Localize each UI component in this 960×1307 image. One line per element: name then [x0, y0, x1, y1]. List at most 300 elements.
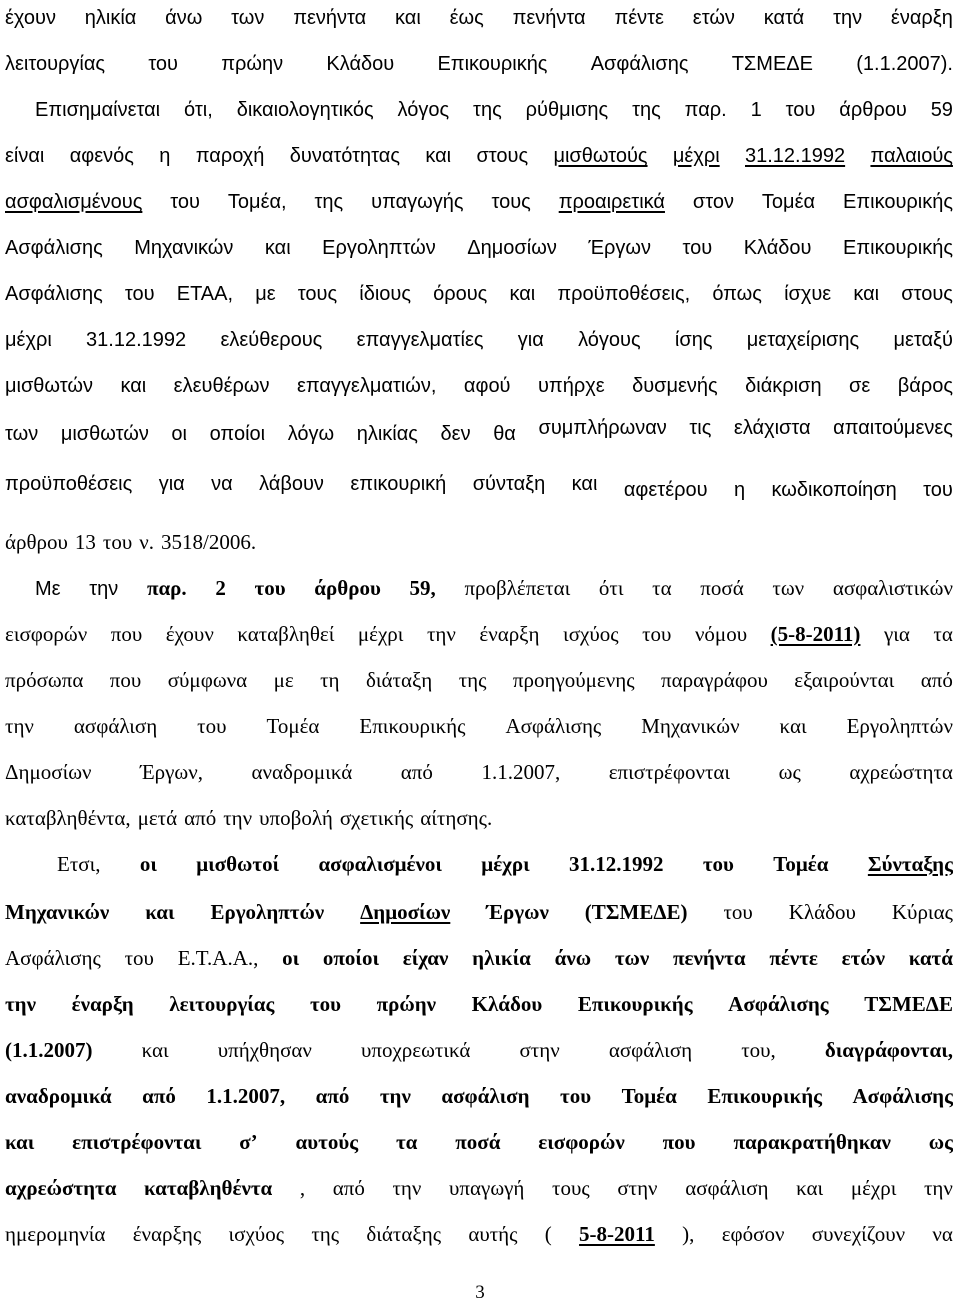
word: 5-8-2011 — [579, 1222, 655, 1246]
word: του — [197, 714, 227, 738]
word: του — [723, 900, 753, 924]
word: και — [145, 900, 175, 924]
word: 31.12.1992 — [86, 329, 187, 351]
word: 1.1.2007, — [206, 1084, 286, 1108]
word: που — [662, 1130, 696, 1154]
word: της — [473, 99, 502, 121]
word: ημερομηνία — [5, 1222, 106, 1246]
word: επιστρέφονται — [608, 760, 731, 784]
word: παρ. — [146, 576, 187, 600]
word: δυσμενής — [632, 375, 718, 397]
word: ηλικίας — [356, 423, 418, 445]
word: την — [392, 1176, 422, 1200]
word: την — [223, 806, 253, 830]
word: οποίοι — [209, 423, 266, 445]
word: και — [779, 714, 807, 738]
word: ισχύος — [228, 1222, 285, 1246]
word: ΤΣΜΕΔΕ — [731, 53, 813, 75]
word: μισθωτών — [60, 423, 149, 445]
word: την — [833, 7, 863, 29]
word: επαγγελματιών, — [296, 375, 437, 397]
word: οι — [171, 423, 187, 445]
word: μέχρι — [850, 1176, 897, 1200]
word: ελευθέρων — [173, 375, 270, 397]
word: Ετσι, — [57, 852, 101, 876]
text-line — [5, 1170, 953, 1206]
word: την — [5, 992, 36, 1016]
word: 1 — [750, 99, 762, 121]
word: Τομέα — [761, 191, 816, 213]
word: ασφάλιση — [73, 714, 158, 738]
word: Έργων — [588, 237, 651, 259]
word: διάκριση — [745, 375, 822, 397]
word: αναδρομικά — [5, 1084, 112, 1108]
word: του — [923, 479, 953, 501]
word: την — [426, 622, 456, 646]
word: ως — [778, 760, 801, 784]
text-line — [5, 662, 953, 698]
word: έως — [449, 7, 484, 29]
word: έχουν — [5, 7, 56, 29]
word: ελεύθερους — [220, 329, 323, 351]
text-line — [5, 986, 953, 1022]
word: του — [642, 622, 672, 646]
word: που — [110, 622, 143, 646]
word: επιστρέφονται — [72, 1130, 202, 1154]
word: προϋποθέσεις, — [557, 283, 691, 305]
word: για — [517, 329, 544, 351]
word: του — [124, 946, 154, 970]
word: Ασφάλισης — [5, 946, 101, 970]
word: άρθρου — [5, 530, 68, 554]
word: με — [255, 283, 276, 305]
word: του — [560, 1084, 592, 1108]
text-line — [35, 570, 953, 606]
word: από — [315, 1084, 350, 1108]
word: μέχρι — [481, 852, 530, 876]
word: αχρεώστητα — [849, 760, 953, 784]
word: και — [425, 145, 452, 167]
word: των — [231, 7, 265, 29]
word: Μηχανικών — [641, 714, 740, 738]
word: παροχή — [195, 145, 265, 167]
word: ισχύος — [563, 622, 619, 646]
word: υποβολή — [259, 806, 333, 830]
word: λόγους — [578, 329, 641, 351]
word: υπήρχε — [537, 375, 605, 397]
word: πρόσωπα — [5, 668, 84, 692]
word: τα — [933, 622, 953, 646]
word: τους — [491, 191, 531, 213]
word: επικουρική — [350, 473, 447, 495]
word: προϋποθέσεις — [5, 473, 133, 495]
word: των — [772, 576, 805, 600]
text-line — [5, 230, 953, 266]
word: της — [314, 191, 344, 213]
word: διάταξη — [365, 668, 433, 692]
text-line — [5, 322, 953, 358]
text-line — [5, 800, 953, 836]
word: Δημοσίων — [360, 900, 451, 924]
word: και — [141, 1038, 169, 1062]
word: ( — [544, 1222, 552, 1246]
word: στην — [617, 1176, 658, 1200]
word: σύνταξη — [472, 473, 546, 495]
word: λειτουργίας — [5, 53, 106, 75]
text-line — [5, 466, 953, 502]
word: Επικουρικής — [707, 1084, 822, 1108]
word: έναρξη — [71, 992, 134, 1016]
word: και — [264, 237, 291, 259]
word: νόμου — [694, 622, 748, 646]
word: πρώην — [221, 53, 284, 75]
word: ΕΤΑΑ, — [176, 283, 234, 305]
word: μισθωτοί — [196, 852, 280, 876]
text-line — [5, 894, 953, 930]
word: εφόσον — [721, 1222, 785, 1246]
word: συνεχίζουν — [811, 1222, 906, 1246]
word: δυνατότητας — [289, 145, 400, 167]
text-line — [5, 1124, 953, 1160]
word: ελάχιστα — [733, 417, 811, 439]
word: Τομέα, — [227, 191, 287, 213]
word: Επικουρικής — [842, 191, 953, 213]
word: λάβουν — [259, 473, 324, 495]
word: των — [614, 946, 650, 970]
word: αυτής — [468, 1222, 518, 1246]
text-line — [5, 416, 953, 452]
word: από — [400, 760, 433, 784]
word: ποσά — [455, 1130, 501, 1154]
word: έναρξη — [890, 7, 953, 29]
word: Τομέα — [621, 1084, 677, 1108]
word: τους — [297, 283, 338, 305]
word: μέχρι — [357, 622, 404, 646]
word: ασφαλισμένοι — [318, 852, 442, 876]
word: και — [509, 283, 536, 305]
word: λόγος — [397, 99, 450, 121]
word: ίσχυε — [784, 283, 832, 305]
word: η — [159, 145, 171, 167]
word: Τομέα — [266, 714, 320, 738]
word: 2 — [215, 576, 226, 600]
word: του — [785, 99, 816, 121]
word: σύμφωνα — [167, 668, 248, 692]
text-line — [5, 1216, 953, 1252]
word: θα — [493, 423, 516, 445]
word: παραγράφου — [660, 668, 768, 692]
word: από — [332, 1176, 365, 1200]
word: 31.12.1992 — [745, 145, 846, 167]
word: μετά — [137, 806, 178, 830]
word: στον — [692, 191, 734, 213]
text-line — [5, 368, 953, 404]
word: Ασφάλισης — [505, 714, 602, 738]
word: κατά — [763, 7, 805, 29]
word: Κύριας — [891, 900, 953, 924]
word: Σύνταξης — [867, 852, 953, 876]
word: και — [120, 375, 147, 397]
word: Ασφάλισης — [590, 53, 689, 75]
text-line — [5, 940, 953, 976]
word: από — [184, 806, 217, 830]
text-line — [57, 846, 953, 882]
word: δεν — [440, 423, 471, 445]
word: και — [5, 1130, 35, 1154]
word: πέντε — [769, 946, 818, 970]
text-line — [5, 276, 953, 312]
word: ασφαλιστικών — [832, 576, 953, 600]
word: μεταχείρισης — [746, 329, 860, 351]
word: οι — [139, 852, 157, 876]
word: όρους — [433, 283, 488, 305]
word: (1.1.2007). — [856, 53, 953, 75]
word: 13 — [74, 530, 96, 554]
word: διαγράφονται, — [824, 1038, 953, 1062]
text-line — [35, 92, 953, 128]
word: βάρος — [897, 375, 953, 397]
word: όπως — [712, 283, 762, 305]
word: ως — [928, 1130, 953, 1154]
word: για — [158, 473, 185, 495]
word: που — [109, 668, 142, 692]
word: έχουν — [165, 622, 214, 646]
text-line — [5, 1078, 953, 1114]
word: 31.12.1992 — [568, 852, 664, 876]
word: σ’ — [239, 1130, 258, 1154]
word: τα — [652, 576, 672, 600]
word: εισφορών — [538, 1130, 625, 1154]
word: τους — [552, 1176, 590, 1200]
word: αναδρομικά — [251, 760, 353, 784]
word: του — [148, 53, 178, 75]
text-line — [5, 616, 953, 652]
word: Ασφάλισης — [5, 283, 103, 305]
word: παλαιούς — [870, 145, 953, 167]
word: πενήντα — [512, 7, 586, 29]
word: μεταξύ — [893, 329, 953, 351]
word: Τομέα — [773, 852, 829, 876]
word: Εργοληπτών — [322, 237, 436, 259]
word: είναι — [5, 145, 45, 167]
word: έναρξης — [132, 1222, 202, 1246]
word: ετών — [692, 7, 735, 29]
word: (5-8-2011) — [770, 622, 861, 646]
word: προηγούμενης — [512, 668, 635, 692]
word: υπήχθησαν — [217, 1038, 312, 1062]
word: άρθρου — [314, 576, 381, 600]
word: υπαγωγή — [449, 1176, 525, 1200]
word: τα — [395, 1130, 418, 1154]
word: την — [923, 1176, 953, 1200]
word: ετών — [841, 946, 886, 970]
word: 3518/2006. — [161, 530, 257, 554]
word: άνω — [165, 7, 203, 29]
word: Με — [35, 578, 61, 600]
word: μέχρι — [5, 329, 52, 351]
word: Κλάδου — [471, 992, 543, 1016]
text-line — [5, 184, 953, 220]
word: αχρεώστητα — [5, 1176, 117, 1200]
word: του — [254, 576, 286, 600]
word: εξαιρούνται — [794, 668, 895, 692]
word: παρακρατήθηκαν — [733, 1130, 891, 1154]
word: ασφάλιση — [441, 1084, 530, 1108]
word: Μηχανικών — [5, 900, 110, 924]
word: Κλάδου — [788, 900, 856, 924]
word: 1.1.2007, — [481, 760, 561, 784]
word: στους — [901, 283, 953, 305]
word: Ασφάλισης — [852, 1084, 953, 1108]
word: 59, — [409, 576, 436, 600]
word: την — [5, 714, 34, 738]
word: ότι — [598, 576, 624, 600]
word: αφενός — [69, 145, 134, 167]
word: προβλέπεται — [464, 576, 571, 600]
word: ότι, — [184, 99, 213, 121]
word: πενήντα — [293, 7, 367, 29]
word: Ασφάλισης — [728, 992, 829, 1016]
word: 59 — [930, 99, 953, 121]
word: πέντε — [614, 7, 664, 29]
text-line — [5, 0, 953, 36]
word: Επικουρικής — [359, 714, 466, 738]
word: Ε.Τ.Α.Α., — [177, 946, 259, 970]
word: επαγγελματίες — [356, 329, 484, 351]
word: οποίοι — [322, 946, 379, 970]
word: καταβληθεί — [237, 622, 335, 646]
word: και — [395, 7, 421, 29]
word: ηλικία — [84, 7, 137, 29]
word: Έργων, — [140, 760, 203, 784]
word: ν. — [139, 530, 155, 554]
word: Επικουρικής — [437, 53, 548, 75]
text-line — [5, 46, 953, 82]
word: και — [571, 473, 598, 495]
word: Εργοληπτών — [210, 900, 325, 924]
word: οι — [282, 946, 300, 970]
word: Ασφάλισης — [5, 237, 103, 259]
page-number: 3 — [475, 1282, 485, 1303]
word: λειτουργίας — [169, 992, 275, 1016]
word: ), — [682, 1222, 695, 1246]
word: του — [702, 852, 734, 876]
word: ασφάλιση — [685, 1176, 769, 1200]
word: Δημοσίων — [467, 237, 557, 259]
word: πενήντα — [673, 946, 746, 970]
word: (1.1.2007) — [5, 1038, 93, 1062]
word: αφού — [463, 375, 511, 397]
word: της — [632, 99, 661, 121]
text-line — [5, 524, 953, 560]
word: υποχρεωτικά — [360, 1038, 471, 1062]
word: ηλικία — [472, 946, 531, 970]
word: εισφορών — [5, 622, 88, 646]
word: του — [682, 237, 713, 259]
word: μέχρι — [672, 145, 720, 167]
word: διάταξης — [366, 1222, 442, 1246]
word: η — [733, 479, 746, 501]
word: την — [89, 578, 119, 600]
word: λόγω — [287, 423, 335, 445]
word: τις — [689, 417, 712, 439]
word: της — [458, 668, 487, 692]
word: αφετέρου — [623, 479, 708, 501]
word: υπαγωγής — [371, 191, 464, 213]
word: από — [142, 1084, 176, 1108]
word: και — [796, 1176, 824, 1200]
word: Επικουρικής — [842, 237, 953, 259]
word: καταβληθέντα — [144, 1176, 273, 1200]
word: αίτησης. — [420, 806, 493, 830]
word: ποσά — [700, 576, 744, 600]
word: να — [211, 473, 233, 495]
word: από — [920, 668, 953, 692]
word: δικαιολογητικός — [236, 99, 374, 121]
word: του — [309, 992, 342, 1016]
word: ασφάλιση — [608, 1038, 693, 1062]
word: να — [932, 1222, 953, 1246]
word: τη — [320, 668, 340, 692]
word: και — [853, 283, 880, 305]
word: Έργων — [486, 900, 549, 924]
word: καταβληθέντα, — [5, 806, 131, 830]
word: για — [883, 622, 910, 646]
word: ΤΣΜΕΔΕ — [864, 992, 953, 1016]
word: της — [311, 1222, 340, 1246]
word: σχετικής — [339, 806, 414, 830]
word: ίσης — [674, 329, 713, 351]
word: άνω — [554, 946, 592, 970]
word: ασφαλισμένους — [5, 191, 143, 213]
word: προαιρετικά — [558, 191, 665, 213]
word: είχαν — [402, 946, 449, 970]
word: των — [5, 423, 39, 445]
text-line — [5, 754, 953, 790]
word: σε — [849, 375, 871, 397]
word: κωδικοποίηση — [771, 479, 897, 501]
word: αυτούς — [295, 1130, 359, 1154]
word: του — [124, 283, 155, 305]
word: απαιτούμενες — [833, 417, 953, 439]
word: με — [273, 668, 294, 692]
word: (ΤΣΜΕΔΕ) — [584, 900, 688, 924]
word: συμπλήρωναν — [538, 417, 667, 439]
text-line — [5, 708, 953, 744]
word: Κλάδου — [743, 237, 812, 259]
word: ρύθμισης — [525, 99, 609, 121]
text-line — [5, 138, 953, 174]
word: του — [102, 530, 133, 554]
word: Εργοληπτών — [846, 714, 953, 738]
word: Επισημαίνεται — [35, 99, 161, 121]
word: πρώην — [376, 992, 437, 1016]
word: ίδιους — [359, 283, 411, 305]
text-line — [5, 1032, 953, 1068]
word: Κλάδου — [326, 53, 395, 75]
word: μισθωτούς — [553, 145, 648, 167]
word: του, — [741, 1038, 776, 1062]
word: κατά — [908, 946, 953, 970]
word: Δημοσίων — [5, 760, 92, 784]
word: , — [299, 1176, 306, 1200]
word: στην — [519, 1038, 560, 1062]
word: μισθωτών — [5, 375, 93, 397]
word: την — [379, 1084, 411, 1108]
word: στους — [476, 145, 529, 167]
word: έναρξη — [479, 622, 540, 646]
word: άρθρου — [839, 99, 907, 121]
